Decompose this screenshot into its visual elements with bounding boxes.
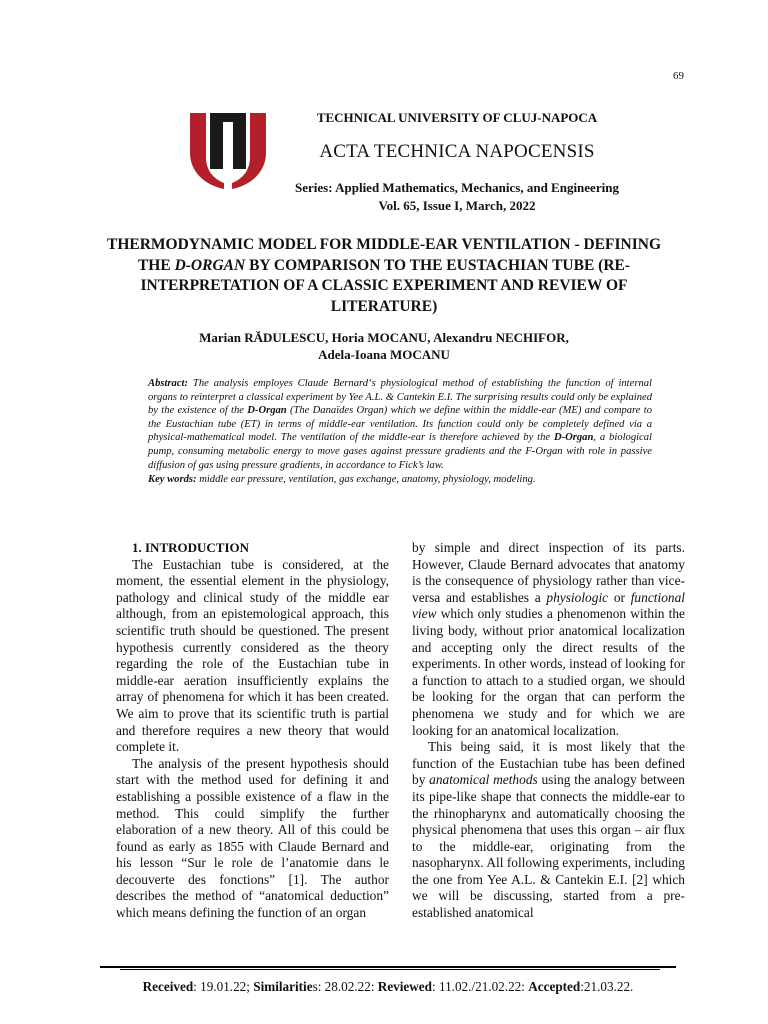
abstract-label: Abstract: [148, 378, 189, 389]
accepted-label: Accepted [528, 979, 581, 994]
authors [100, 329, 668, 363]
left-paragraph-2: The analysis of the present hypothesis should start with the method used for defining it and establishing a possible existence of a flaw in the method. This could simplify the further elaboration of a new theory. All of this could be found as early as 1855 with Claude Bernard and his lesson “Sur le role de l’anatomie dans le decouverte des fonctions” [1]. The author describes the method of “anatomical deduction” which means defining the function of an organ [116, 755, 389, 921]
accepted-date: :21.03.22. [580, 979, 634, 994]
abstract [148, 377, 652, 487]
series-line: Series: Applied Mathematics, Mechanics, and Engineering [295, 180, 619, 195]
section-heading: 1. INTRODUCTION [132, 540, 250, 555]
right-p2-text-a: This being said, it is most likely that the function of the Eustachian tube has been defined by [412, 739, 685, 788]
right-paragraph-1 [412, 540, 685, 739]
series-info [272, 179, 642, 215]
similarities-date: s: 28.02.22: [312, 979, 378, 994]
reviewed-label: Reviewed [377, 979, 432, 994]
right-p1-italic-2: functional view [412, 589, 686, 622]
received-label: Received [142, 979, 194, 994]
right-p1-text-c: which only studies a phenomenon within the living body, without prior anatomical localization and accepting only the direct results of the experiments. In other words, instead of looking for a function to attach to a studied organ, we should be looking for the organ that can perform the phenomena we study and for which we are looking for an anatomical localization. [412, 606, 685, 738]
right-column [412, 540, 685, 922]
logo-top-bar [210, 113, 246, 122]
right-p1-italic-1: physiologic [546, 589, 609, 605]
title-italic: D-ORGAN [174, 256, 246, 274]
authors-line-1: Marian RĂDULESCU, Horia MOCANU, Alexandru NECHIFOR, [199, 330, 569, 345]
right-paragraph-2 [412, 739, 685, 922]
title-part-1: THERMODYNAMIC MODEL FOR MIDDLE-EAR VENTILATION - DEFINING THE [106, 236, 661, 274]
abstract-organ-2: D-Organ [553, 432, 594, 444]
volume-line: Vol. 65, Issue I, March, 2022 [378, 198, 536, 213]
page-number: 69 [673, 70, 684, 82]
right-p2-text-b: using the analogy between its pipe-like shape that connects the middle-ear to the rhinopharynx and automatically choosing the physical phenomena that uses this organ – air flux to the middle-ear, originating from the nasopharynx. All following experiments, including the one from Yee A.L. & Cantekin E.I. [2] which we will be discussing, started from a pre-established anatomical [412, 772, 685, 921]
keywords-text: middle ear pressure, ventilation, gas exchange, anatomy, physiology, modeling. [196, 474, 536, 486]
keywords [148, 473, 652, 487]
authors-line-2: Adela-Ioana MOCANU [318, 347, 450, 362]
footer-rule-thin [120, 969, 660, 970]
title-part-2: BY COMPARISON TO THE EUSTACHIAN TUBE (RE-INTERPRETATION OF A CLASSIC EXPERIMENT AND REVIEW OF LITERATURE) [140, 256, 631, 315]
right-p1-text-b: or [608, 589, 631, 605]
reviewed-date: : 11.02./21.02.22: [432, 979, 529, 994]
footer-dates [100, 979, 676, 995]
footer-rule-thick [100, 966, 676, 968]
university-logo-icon [186, 107, 270, 191]
abstract-text-2: (The Danaïdes Organ) which we define within the middle-ear (ME) and compare to the Eustachian tube (ET) in terms of middle-ear ventilation. Its function could only be completely defined via a physical-mathematical model. The ventilation of the middle-ear is therefore achieved by the [148, 405, 652, 444]
journal-name: ACTA TECHNICA NAPOCENSIS [319, 141, 595, 162]
similarities-label: Similaritie [253, 979, 313, 994]
abstract-body [148, 377, 652, 472]
university-name: TECHNICAL UNIVERSITY OF CLUJ-NAPOCA [316, 110, 598, 125]
keywords-label: Key words: [148, 474, 197, 486]
left-paragraph-1: The Eustachian tube is considered, at the moment, the essential element in the physiology, pathology and clinical study of the middle ear although, from an epistemological approach, this scientific truth should be questioned. The present hypothesis currently considered as the theory regarding the role of the Eustachian tube in middle-ear aeration insufficiently explains the array of phenomena for which it has been created. We aim to prove that its scientific truth is partial and therefore requires a new theory that would complete it. [116, 556, 389, 755]
abstract-organ-1: D-Organ [247, 405, 287, 417]
received-date: : 19.01.22; [193, 979, 254, 994]
left-column [116, 540, 389, 922]
right-p2-italic: anatomical methods [429, 772, 538, 788]
abstract-text-1: The analysis employes Claude Bernard‘s physiological method of establishing the function of internal organs to reinterpret a classical experiment by Yee A.L. & Cantekin E.I. The surprising results could only be explained by the existence of the [148, 378, 652, 417]
paper-title [100, 235, 668, 317]
right-p1-text-a: by simple and direct inspection of its parts. However, Claude Bernard advocates that anatomy is the consequence of physiology rather than vice-versa and establishes a [412, 540, 685, 605]
abstract-text-3: , a biological pump, consuming metabolic energy to move gases against pressure gradients and the F-Organ with role in passive diffusion of gas using pressure gradients, in accordance to Fick’s law. [148, 432, 653, 471]
